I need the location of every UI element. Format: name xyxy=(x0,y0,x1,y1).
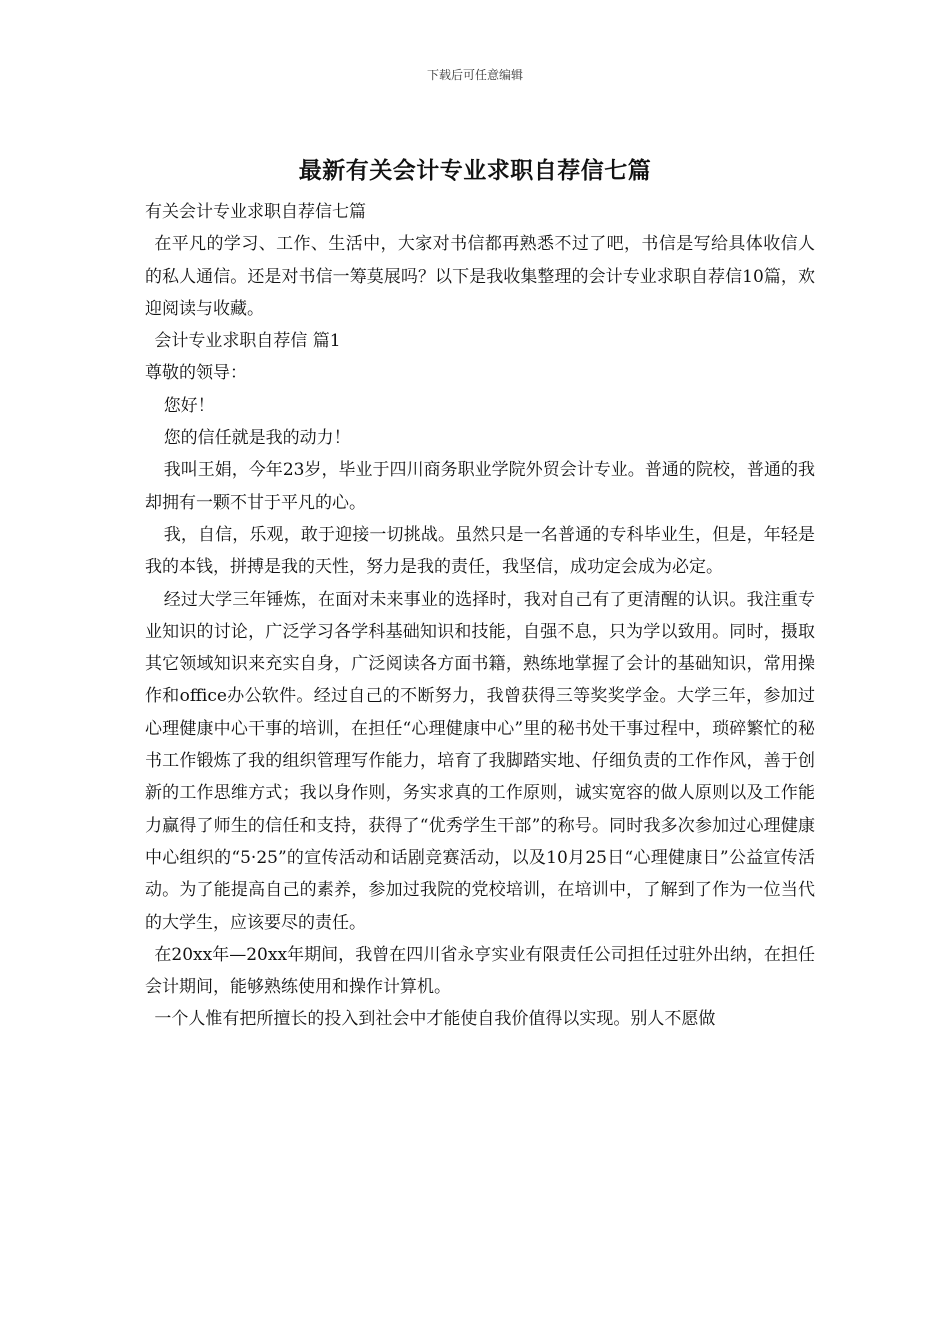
body-paragraph: 在20xx年—20xx年期间，我曾在四川省永亨实业有限责任公司担任过驻外出纳，在担任会计期间，能够熟练使用和操作计算机。 xyxy=(145,944,815,998)
body-paragraph: 您的信任就是我的动力！ xyxy=(163,428,351,449)
subtitle-paragraph: 有关会计专业求职自荐信七篇 xyxy=(145,202,366,222)
greeting: 您好！ xyxy=(163,395,215,416)
document-body xyxy=(145,196,815,1036)
page-header-note: 下载后可任意编辑 xyxy=(426,68,523,82)
body-paragraph: 经过大学三年锤炼，在面对未来事业的选择时，我对自己有了更清醒的认识。我注重专业知识的讨论，广泛学习各学科基础知识和技能，自强不息，只为学以致用。同时，摄取其它领域知识来充实自身，广泛阅读各方面书籍，熟练地掌握了会计的基础知识，常用操作和office办公软件。经过自己的不断努力，我曾获得三等奖奖学金。大学三年，参加过心理健康中心干事的培训，在担任“心理健康中心”里的秘书处干事过程中，琐碎繁忙的秘书工作锻炼了我的组织管理写作能力，培育了我脚踏实地、仔细负责的工作作风，善于创新的工作思维方式；我以身作则，务实求真的工作原则，诚实宽容的做人原则以及工作能力赢得了师生的信任和支持，获得了“优秀学生干部”的称号。同时我多次参加过心理健康中心组织的“5·25”的宣传活动和话剧竞赛活动，以及10月25日“心理健康日”公益宣传活动。为了能提高自己的素养，参加过我院的党校培训，在培训中，了解到了作为一位当代的大学生，应该要尽的责任。 xyxy=(145,589,815,933)
body-paragraph: 一个人惟有把所擅长的投入到社会中才能使自我价值得以实现。别人不愿做 xyxy=(154,1009,716,1030)
intro-paragraph: 在平凡的学习、工作、生活中，大家对书信都再熟悉不过了吧，书信是写给具体收信人的私人通信。还是对书信一筹莫展吗？以下是我收集整理的会计专业求职自荐信10篇，欢迎阅读与收藏。 xyxy=(145,234,815,319)
document-title: 最新有关会计专业求职自荐信七篇 xyxy=(298,157,652,184)
salutation: 尊敬的领导： xyxy=(145,363,247,384)
body-paragraph: 我，自信，乐观，敢于迎接一切挑战。虽然只是一名普通的专科毕业生，但是，年轻是我的本钱，拼搏是我的天性，努力是我的责任，我坚信，成功定会成为必定。 xyxy=(145,524,815,578)
section-heading: 会计专业求职自荐信 篇1 xyxy=(154,331,341,352)
body-paragraph: 我叫王娟，今年23岁，毕业于四川商务职业学院外贸会计专业。普通的院校，普通的我却拥有一颗不甘于平凡的心。 xyxy=(145,460,815,513)
